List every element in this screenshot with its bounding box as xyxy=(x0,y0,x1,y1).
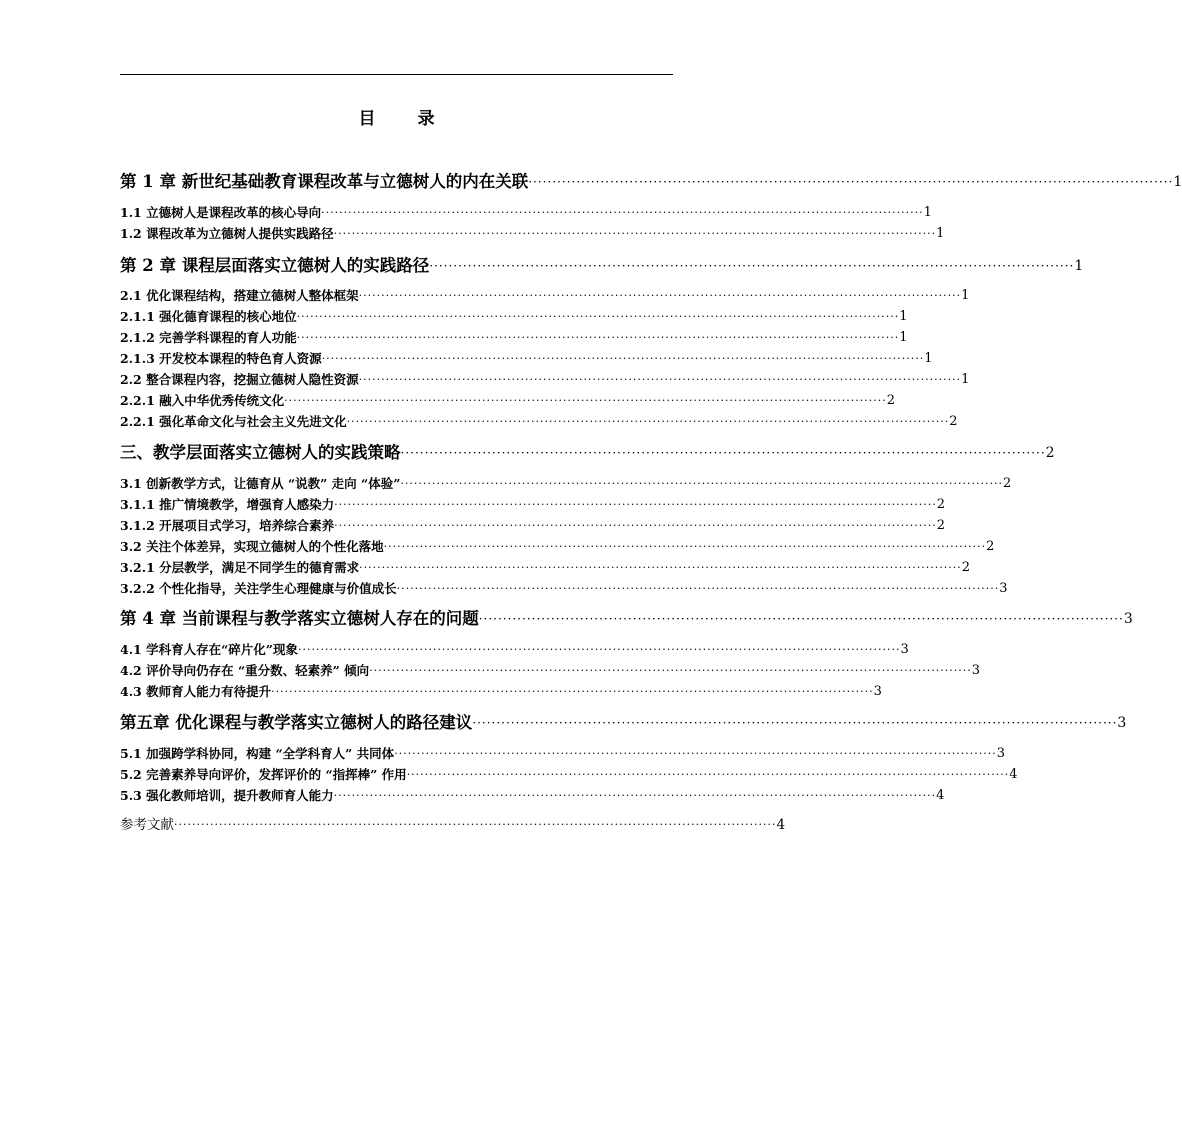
toc-entry-3-2-1[interactable] xyxy=(120,558,970,578)
toc-entry-label: 2.2.1 强化革命文化与社会主义先进文化 xyxy=(120,414,347,429)
toc-entry-label: 三、教学层面落实立德树人的实践策略 xyxy=(120,443,401,462)
toc-page-number: 1 xyxy=(899,330,908,345)
toc-entry-label: 2.2.1 融入中华优秀传统文化 xyxy=(120,393,285,408)
toc-entry-label: 参考文献 xyxy=(120,817,174,833)
toc-page-number: 3 xyxy=(999,581,1008,596)
toc-entry-label: 3.2.1 分层教学，满足不同学生的德育需求 xyxy=(120,560,360,575)
toc-leader-dots: ······································································································································ xyxy=(528,175,1174,189)
toc-entry-label: 2.1.1 强化德育课程的核心地位 xyxy=(120,309,297,324)
toc-page-number: 2 xyxy=(949,414,958,429)
toc-page-number: 1 xyxy=(961,288,970,303)
toc-page-number: 1 xyxy=(1173,174,1182,190)
toc-page-number: 4 xyxy=(776,817,786,833)
toc-entry-2-1-2[interactable] xyxy=(120,328,908,348)
toc-entry-label: 2.1.3 开发校本课程的特色育人资源 xyxy=(120,351,322,366)
toc-page-number: 3 xyxy=(996,746,1006,761)
toc-heading: 目 录 xyxy=(358,109,453,129)
toc-entry-4-2[interactable] xyxy=(120,661,981,681)
toc-leader-dots: ······································································································································ xyxy=(358,289,962,302)
toc-entry-2-1-1[interactable] xyxy=(120,307,908,327)
toc-entry-label: 4.2 评价导向仍存在 “重分数、轻素养” 倾向 xyxy=(120,663,370,678)
toc-leader-dots: ······································································································································ xyxy=(321,206,924,219)
toc-entry-label: 5.1 加强跨学科协同，构建 “全学科育人” 共同体 xyxy=(120,746,395,761)
toc-page-number: 3 xyxy=(971,663,981,678)
toc-page-number: 1 xyxy=(961,372,970,387)
toc-page-number: 1 xyxy=(923,205,932,220)
toc-entry-label: 3.2 关注个体差异，实现立德树人的个性化落地 xyxy=(120,539,384,554)
toc-leader-dots: ······································································································································ xyxy=(271,685,874,698)
toc-entry-3-2[interactable] xyxy=(120,537,995,557)
toc-leader-dots: ······································································································································ xyxy=(359,561,962,574)
toc-entry-1-2[interactable] xyxy=(120,224,945,244)
toc-leader-dots: ······································································································································ xyxy=(478,612,1124,626)
toc-entry-2-1[interactable] xyxy=(120,286,970,306)
toc-entry-3-1-2[interactable] xyxy=(120,516,945,536)
toc-entry-label: 3.1 创新教学方式，让德育从 “说教” 走向 “体验” xyxy=(120,476,401,491)
toc-leader-dots: ······································································································································ xyxy=(472,716,1118,730)
toc-page-number: 4 xyxy=(1009,767,1018,782)
toc-leader-dots: ······································································································································ xyxy=(333,789,937,802)
toc-entry-5-3[interactable] xyxy=(120,786,945,806)
toc-entry-chapter-1[interactable] xyxy=(120,170,1182,194)
toc-page-number: 1 xyxy=(924,351,933,366)
toc-leader-dots: ······································································································································ xyxy=(400,446,1046,460)
toc-leader-dots: ······································································································································ xyxy=(400,477,1003,490)
toc-leader-dots: ······································································································································ xyxy=(284,394,887,407)
toc-entry-4-3[interactable] xyxy=(120,682,882,702)
toc-entry-label: 第 1 章 新世纪基础教育课程改革与立德树人的内在关联 xyxy=(120,172,529,191)
toc-leader-dots: ······································································································································ xyxy=(406,768,1010,781)
toc-page-number: 3 xyxy=(1123,611,1133,627)
toc-entry-chapter-2[interactable] xyxy=(120,254,1084,278)
toc-entry-label: 5.3 强化教师培训，提升教师育人能力 xyxy=(120,788,334,803)
toc-entry-label: 1.2 课程改革为立德树人提供实践路径 xyxy=(120,226,334,241)
toc-page-number: 2 xyxy=(1002,476,1012,491)
toc-leader-dots: ······································································································································ xyxy=(429,259,1075,273)
toc-entry-label: 5.2 完善素养导向评价，发挥评价的 “指挥棒” 作用 xyxy=(120,767,407,782)
toc-leader-dots: ······································································································································ xyxy=(296,331,900,344)
toc-entry-references[interactable] xyxy=(120,815,786,835)
toc-page-number: 2 xyxy=(886,393,895,408)
toc-page-number: 1 xyxy=(936,226,945,241)
toc-leader-dots: ······································································································································ xyxy=(358,373,962,386)
toc-page-number: 3 xyxy=(900,642,909,657)
toc-entry-2-2[interactable] xyxy=(120,370,970,390)
toc-entry-label: 第 4 章 当前课程与教学落实立德树人存在的问题 xyxy=(120,609,479,628)
toc-page-number: 2 xyxy=(936,497,945,512)
toc-page-number: 2 xyxy=(986,539,995,554)
toc-entry-label: 2.1 优化课程结构，搭建立德树人整体框架 xyxy=(120,288,359,303)
toc-entry-2-2-1[interactable] xyxy=(120,391,895,411)
toc-entry-5-1[interactable] xyxy=(120,744,1006,764)
toc-leader-dots: ······································································································································ xyxy=(321,352,925,365)
toc-entry-3-1-1[interactable] xyxy=(120,495,945,515)
toc-entry-label: 3.1.1 推广情境教学，增强育人感染力 xyxy=(120,497,335,512)
toc-entry-label: 2.2 整合课程内容，挖掘立德树人隐性资源 xyxy=(120,372,359,387)
toc-entry-label: 2.1.2 完善学科课程的育人功能 xyxy=(120,330,297,345)
toc-leader-dots: ······································································································································ xyxy=(333,227,937,240)
toc-entry-chapter-3[interactable] xyxy=(120,441,1055,465)
toc-page-number: 2 xyxy=(961,560,970,575)
toc-entry-label: 4.3 教师育人能力有待提升 xyxy=(120,684,272,699)
toc-entry-chapter-4[interactable] xyxy=(120,607,1133,631)
toc-leader-dots: ······································································································································ xyxy=(174,818,777,831)
toc-entry-2-1-3[interactable] xyxy=(120,349,933,369)
toc-page-number: 1 xyxy=(899,309,908,324)
toc-entry-1-1[interactable] xyxy=(120,203,932,223)
toc-entry-2-2-1b[interactable] xyxy=(120,412,958,432)
toc-entry-label: 4.1 学科育人存在“碎片化”现象 xyxy=(120,642,298,657)
toc-entry-label: 3.2.2 个性化指导，关注学生心理健康与价值成长 xyxy=(120,581,397,596)
toc-page-number: 2 xyxy=(1045,445,1055,461)
toc-entry-label: 第 2 章 课程层面落实立德树人的实践路径 xyxy=(120,256,430,275)
toc-entry-3-1[interactable] xyxy=(120,474,1012,494)
toc-entry-chapter-5[interactable] xyxy=(120,711,1127,735)
toc-entry-label: 3.1.2 开展项目式学习，培养综合素养 xyxy=(120,518,335,533)
toc-leader-dots: ······································································································································ xyxy=(334,519,937,532)
toc-entry-5-2[interactable] xyxy=(120,765,1018,785)
toc-page-number: 4 xyxy=(936,788,945,803)
toc-entry-4-1[interactable] xyxy=(120,640,909,660)
toc-leader-dots: ······································································································································ xyxy=(394,747,997,760)
toc-leader-dots: ······································································································································ xyxy=(383,540,987,553)
toc-leader-dots: ······································································································································ xyxy=(346,415,950,428)
toc-page-number: 1 xyxy=(1074,258,1084,274)
toc-leader-dots: ······································································································································ xyxy=(396,582,1000,595)
toc-leader-dots: ······································································································································ xyxy=(369,664,972,677)
toc-entry-label: 1.1 立德树人是课程改革的核心导向 xyxy=(120,205,322,220)
header-rule xyxy=(120,74,673,75)
toc-entry-3-2-2[interactable] xyxy=(120,579,1008,599)
toc-page-number: 3 xyxy=(873,684,882,699)
toc-entry-label: 第五章 优化课程与教学落实立德树人的路径建议 xyxy=(120,713,473,732)
toc-leader-dots: ······································································································································ xyxy=(334,498,937,511)
toc-leader-dots: ······································································································································ xyxy=(297,643,901,656)
toc-page-number: 2 xyxy=(936,518,945,533)
toc-page-number: 3 xyxy=(1117,715,1127,731)
toc-leader-dots: ······································································································································ xyxy=(296,310,900,323)
